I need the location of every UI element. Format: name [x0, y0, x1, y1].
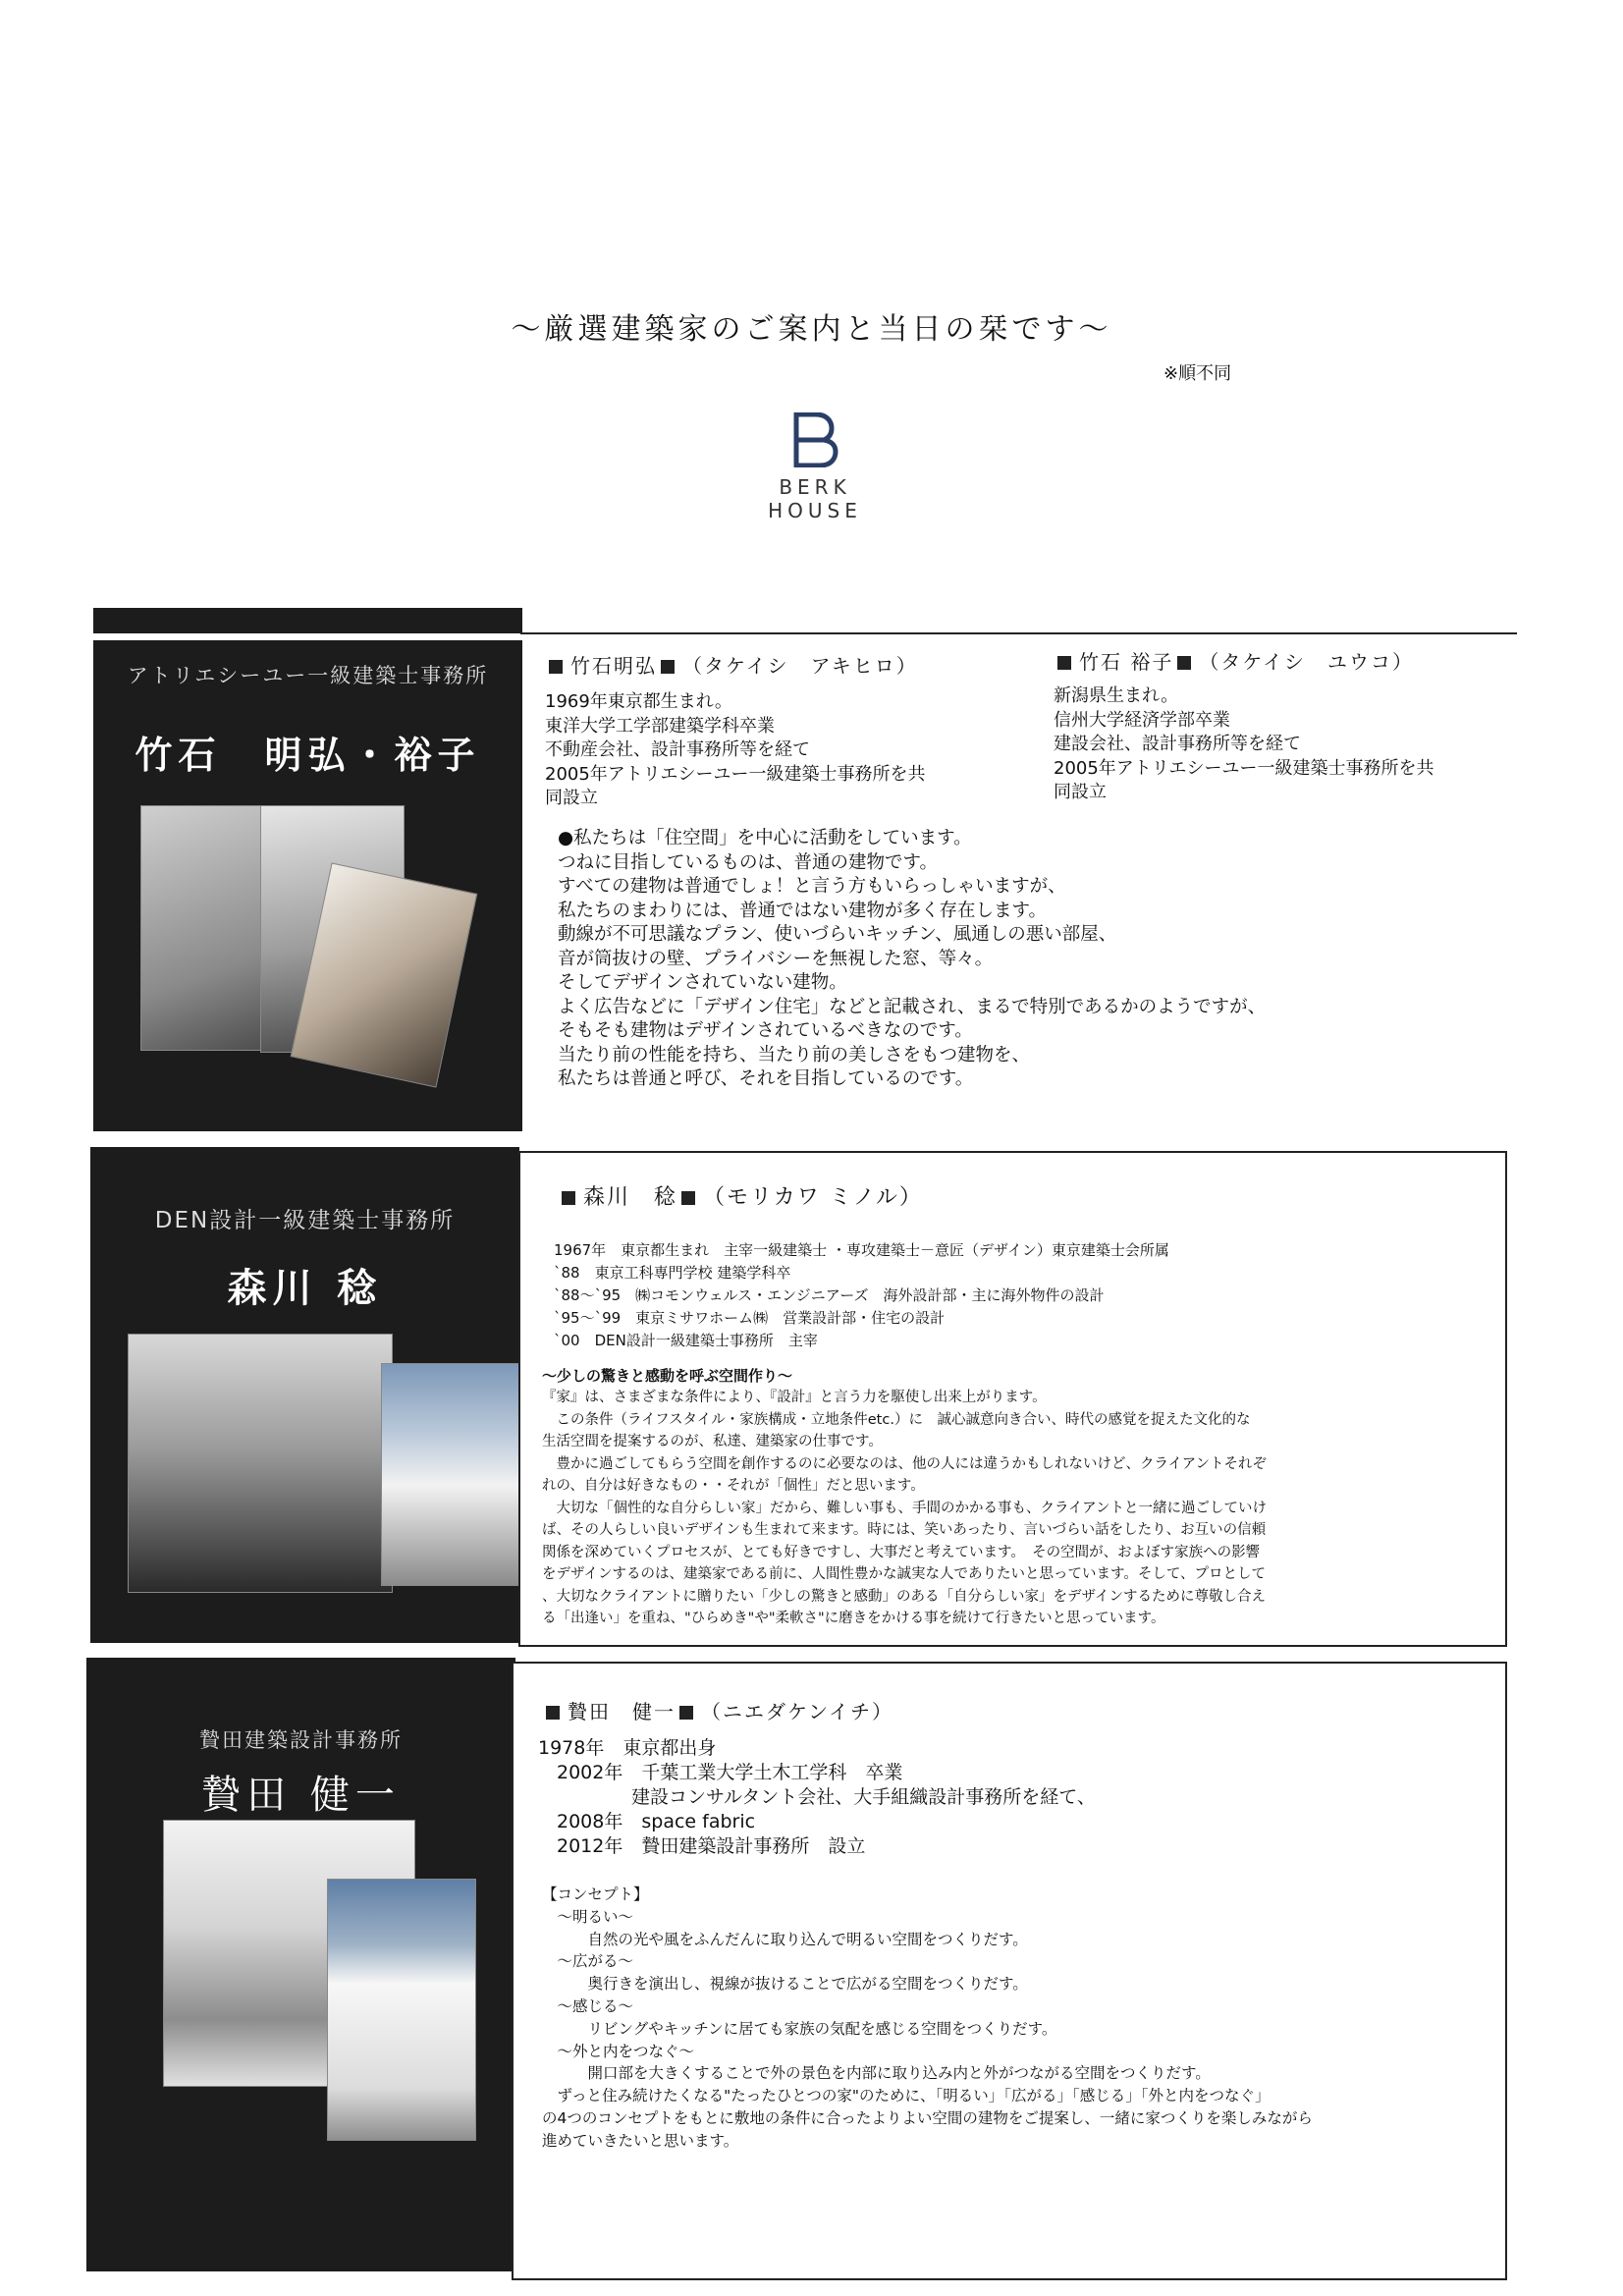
berk-house-logo-icon	[790, 412, 839, 467]
square-bullet-icon	[562, 1191, 575, 1205]
architect-2-catch: ～少しの驚きと感動を呼ぶ空間作り～	[542, 1367, 793, 1385]
portrait-photo	[128, 1334, 393, 1593]
architect-3-heading	[542, 1696, 1131, 1724]
architect-1-message: ●私たちは「住空間」を中心に活動をしています。 つねに目指しているものは、普通の建物です。 すべての建物は普通でしょ！と言う方もいらっしゃいますが、 私たちのまわりには、普通ではない建物が多く存在します。 動線が不可思議なプラン、使いづらいキッチン、風通しの悪い部屋、 音が筒抜けの壁、プライバシーを無視した窓、等々。 そしてデザインされていない建物。 よく広告などに「デザイン住宅」などと記載され、まるで特別であるかのようですが、 そもそも建物はデザインされているべきなのです。 当たり前の性能を持ち、当たり前の美しさをもつ建物を、 私たちは普通と呼び、それを目指しているのです。	[558, 828, 1267, 1089]
architect-1-right-bio: 新潟県生まれ。 信州大学経済学部卒業 建設会社、設計事務所等を経て 2005年アトリエシーユー一級建築士事務所を共 同設立	[1054, 685, 1434, 802]
office-name: DEN設計一級建築士事務所	[154, 1208, 456, 1233]
square-bullet-icon	[1057, 656, 1071, 670]
heading-name: 贄田 健一	[568, 1700, 676, 1723]
architect-name: 森川 稔	[227, 1266, 383, 1311]
architect-3-concept: 【コンセプト】 ～明るい～ 自然の光や風をふんだんに取り込んで明るい空間をつくりだす。 ～広がる～ 奥行きを演出し、視線が抜けることで広がる空間をつくりだす。 ～感じる～ リビングやキッチンに居ても家族の気配を感じる空間をつくりだす。 ～外と内をつなぐ～ 開口部を大きくすることで外の景色を内部に取り込み内と外がつながる空間をつくりだす。 ずっと住み続けたくなる"たったひとつの家"のために、「明るい」「広がる」「感じる」「外と内をつなぐ」 の4つのコンセプトをもとに敷地の条件に合ったよりよい空間の建物をご提案し、一緒に家つくりを楽しみながら 進めていきたいと思います。	[542, 1886, 1313, 2150]
heading-kana: （タケイシ アキヒロ）	[682, 654, 918, 678]
architect-3-career: 1978年 東京都出身 2002年 千葉工業大学土木工学科 卒業 建設コンサルタント会社、大手組織設計事務所を経て、 2008年 space fabric 2012年 贄田建築設計事務所 設立	[538, 1737, 1096, 1857]
heading-kana: （ニエダケンイチ）	[701, 1700, 893, 1723]
architect-2-heading	[558, 1180, 1147, 1211]
section1-rule	[520, 632, 1517, 634]
architect-panel-1	[93, 640, 522, 1131]
architect-name: 竹石 明弘・裕子	[135, 734, 481, 777]
heading-kana: （モリカワ ミノル）	[703, 1185, 923, 1210]
office-name: 贄田建築設計事務所	[199, 1728, 403, 1752]
office-name: アトリエシーユー一級建築士事務所	[127, 664, 489, 687]
page-title: ～厳選建築家のご案内と当日の栞です～	[511, 312, 1112, 347]
work-photo	[327, 1879, 476, 2141]
square-bullet-icon	[549, 660, 563, 674]
berk-house-logo	[727, 412, 903, 522]
section1-top-bar	[93, 608, 522, 633]
square-bullet-icon	[681, 1191, 695, 1205]
heading-name: 森川 稔	[583, 1185, 678, 1210]
heading-kana: （タケイシ ユウコ）	[1199, 650, 1414, 674]
order-note: ※順不同	[1163, 363, 1232, 384]
architect-1-left-heading	[545, 650, 1036, 679]
logo-text: BERK HOUSE	[768, 475, 862, 522]
square-bullet-icon	[1177, 656, 1191, 670]
architect-2-career: 1967年 東京都生まれ 主宰一級建築士 ・専攻建築士－意匠（デザイン）東京建築士会所属 `88 東京工科専門学校 建築学科卒 `88～`95 ㈱コモンウェルス・エンジニアーズ 海外設計部・主に海外物件の設計 `95～`99 東京ミサワホーム㈱ 営業設計部・住宅の設計 `00 DEN設計一級建築士事務所 主宰	[554, 1241, 1169, 1349]
architect-1-left-bio: 1969年東京都生まれ。 東洋大学工学部建築学科卒業 不動産会社、設計事務所等を経て 2005年アトリエシーユー一級建築士事務所を共 同設立	[545, 691, 926, 808]
architect-2-message: 『家』は、さまざまな条件により、『設計』と言う力を駆使し出来上がります。 この条件（ライフスタイル・家族構成・立地条件etc.）に 誠心誠意向き合い、時代の感覚を捉えた文化的な 生活空間を提案するのが、私達、建築家の仕事です。 豊かに過ごしてもらう空間を創作するのに必要なのは、他の人には違うかもしれないけど、クライアントそれぞ れの、自分は好きなもの・・それが「個性」だと思います。 大切な「個性的な自分らしい家」だから、難しい事も、手間のかかる事も、クライアントと一緒に過ごしていけ ば、その人らしい良いデザインも生まれて来ます。時には、笑いあったり、言いづらい話をしたり、お互いの信頼 関係を深めていくプロセスが、とても好きですし、大事だと考えています。 その空間が、およぼす家族への影響 をデザインするのは、建築家である前に、人間性豊かな誠実な人でありたいと思っています。そして、プロとして 、大切なクライアントに贈りたい「少しの驚きと感動」のある「自分らしい家」をデザインするために尊敬し合え る「出逢い」を重ね、"ひらめき"や"柔軟さ"に磨きをかける事を続けて行きたいと思っています。	[542, 1390, 1268, 1626]
square-bullet-icon	[679, 1706, 693, 1720]
architect-name: 贄田 健一	[201, 1773, 401, 1818]
work-photo	[381, 1363, 520, 1586]
heading-name: 竹石明弘	[570, 654, 657, 678]
architect-panel-2	[90, 1147, 519, 1643]
square-bullet-icon	[661, 660, 675, 674]
square-bullet-icon	[546, 1706, 560, 1720]
architect-panel-3	[86, 1658, 515, 2271]
heading-name: 竹石 裕子	[1079, 650, 1174, 674]
architect-1-right-heading	[1054, 646, 1505, 675]
